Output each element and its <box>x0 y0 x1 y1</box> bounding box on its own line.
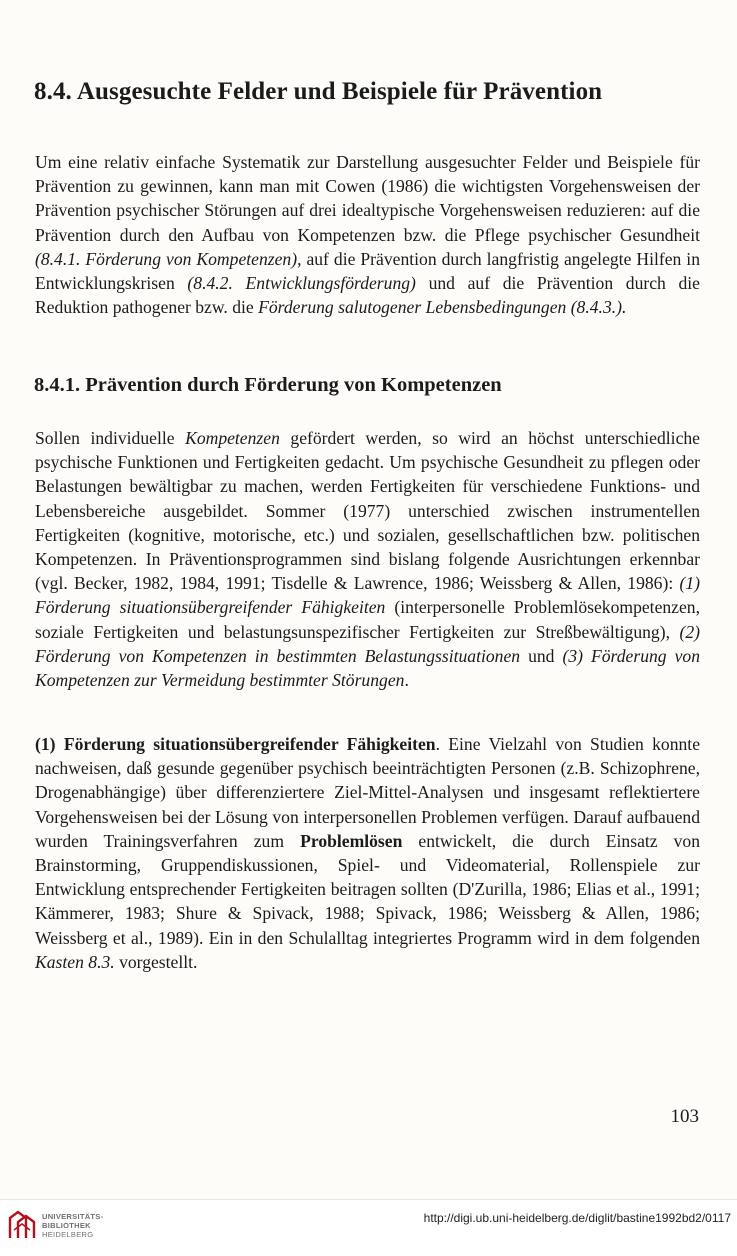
library-name <box>42 1212 103 1239</box>
text-run: . Eine Vielzahl von Studien konnte nachweisen, daß gesunde gegenüber psychisch beeinträchtigten Personen (z.B. Schizophrene, Drogenabhängige) über differenziertere Ziel-Mittel-Analysen und insgesamt reflektiertere Vorgehensweisen bei der Lösung von interpersonellen Problemen verfügen. Darauf aufbauend wurden Trainingsverfahren zum <box>35 734 701 851</box>
library-name-line: HEIDELBERG <box>42 1230 94 1239</box>
skills-paragraph <box>35 732 700 974</box>
page-number: 103 <box>670 1106 699 1127</box>
text-run: und auf die Prävention durch die Reduktion pathogener bzw. die <box>35 273 700 318</box>
text-run: Um eine relativ einfache Systematik zur Darstellung ausgesuchter Felder und Beispiele für Prävention zu gewinnen, kann man mit Cowen (1986) die wichtigsten Vorgehensweisen der Prävention psychischer Störungen auf drei idealtypische Vorgehensweisen reduzieren: auf die Prävention durch den Aufbau von Kompetenzen bzw. die Pflege psychischer Gesundheit <box>35 152 700 245</box>
italic-reference: (8.4.1. Förderung von Kompetenzen) <box>35 248 298 269</box>
text-run: . <box>404 670 409 691</box>
library-name-line: BIBLIOTHEK <box>42 1221 91 1230</box>
library-name-line: UNIVERSITÄTS- <box>42 1212 104 1221</box>
text-run: vorgestellt. <box>114 951 198 972</box>
digitization-footer <box>0 1199 737 1256</box>
bold-lead-in: (1) Förderung situationsübergreifender Fähigkeiten <box>35 734 436 754</box>
text-run: gefördert werden, so wird an höchst unterschiedliche psychische Funktionen und Fertigkeiten gedacht. Um psychische Gesundheit zu pflegen oder Belastungen bewältigbar zu machen, werden Fertigkeiten für verschiedene Funktions- und Lebensbereiche ausgebildet. Sommer (1977) unterschied zwischen instrumentellen Fertigkeiten (kognitive, motorische, etc.) und sozialen, gesellschaftlichen bzw. politischen Kompetenzen. In Präventionsprogrammen sind bislang folgende Ausrichtungen erkennbar (vgl. Becker, 1982, 1984, 1991; Tisdelle & Lawrence, 1986; Weissberg & Allen, 1986): <box>35 428 700 594</box>
intro-paragraph <box>35 150 700 319</box>
text-run: , auf die Prävention durch langfristig angelegte Hilfen in Entwicklungskrisen <box>35 248 700 294</box>
competence-paragraph <box>35 426 700 692</box>
italic-reference: Kasten 8.3. <box>35 951 115 972</box>
bold-term: Problemlösen <box>300 830 403 851</box>
italic-term: (1) Förderung situationsübergreifender Fähigkeiten <box>35 573 700 618</box>
text-run: und <box>520 645 563 666</box>
section-heading: 8.4. Ausgesuchte Felder und Beispiele für Prävention <box>34 78 603 105</box>
italic-term: Kompetenzen <box>185 428 280 448</box>
text-run: entwickelt, die durch Einsatz von Brainstorming, Gruppendiskussionen, Spiel- und Videomaterial, Rollenspiele zur Entwicklung entsprechender Fertigkeiten beitragen sollten (D'Zurilla, 1986; Elias et al., 1991; Kämmerer, 1983; Shure & Spivack, 1988; Spivack, 1986; Weissberg & Allen, 1986; Weissberg et al., 1989). Ein in den Schulalltag integriertes Programm wird in dem folgenden <box>35 830 701 948</box>
italic-reference: Förderung salutogener Lebensbedingungen (8.4.3.). <box>258 297 627 318</box>
italic-term: (3) Förderung von Kompetenzen zur Vermeidung bestimmter Störungen <box>35 645 701 691</box>
text-run: Sollen individuelle <box>35 428 186 448</box>
source-url-link[interactable]: http://digi.ub.uni-heidelberg.de/diglit/bastine1992bd2/0117 <box>423 1211 731 1225</box>
italic-term: (2) Förderung von Kompetenzen in bestimmten Belastungssituationen <box>35 621 700 666</box>
text-run: (interpersonelle Problemlösekompetenzen, soziale Fertigkeiten und belastungsunspezifischer Fertigkeiten zur Streßbewältigung), <box>35 597 700 642</box>
italic-reference: (8.4.2. Entwicklungsförderung) <box>187 273 416 294</box>
subsection-heading: 8.4.1. Prävention durch Förderung von Kompetenzen <box>34 374 502 396</box>
heidelberg-library-logo-icon <box>6 1208 40 1244</box>
